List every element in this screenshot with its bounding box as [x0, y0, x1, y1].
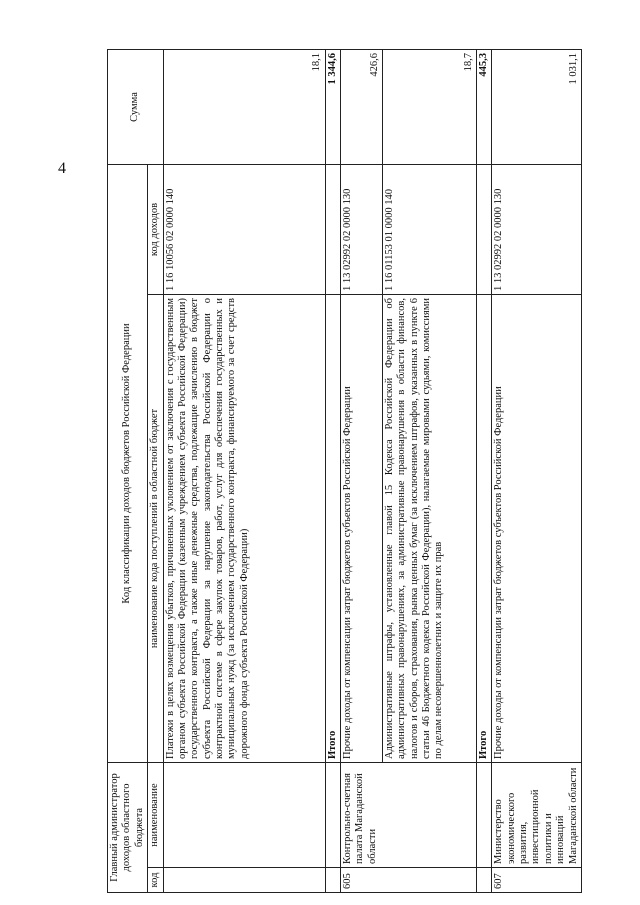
- header-admin-name: наименование: [148, 763, 163, 868]
- admin-name-cell: [476, 763, 491, 868]
- table-row: [340, 49, 382, 892]
- sum-cell: 18,1: [163, 49, 325, 164]
- income-code-cell: 1 16 01153 01 0000 140: [382, 164, 476, 294]
- header-sum: Сумма: [108, 49, 164, 164]
- income-name-cell: Прочие доходы от компенсации затрат бюджетов субъектов Российской Федерации: [340, 295, 382, 763]
- total-sum: 1 344,6: [325, 49, 340, 164]
- admin-name-cell: [163, 763, 325, 868]
- sum-cell: 1 031,1: [492, 49, 582, 164]
- income-code-cell: 1 16 10056 02 0000 140: [163, 164, 325, 294]
- admin-code-cell: [325, 868, 340, 893]
- admin-name-cell: Контрольно-счетная палата Магаданской области: [340, 763, 382, 868]
- admin-code-cell: [382, 868, 476, 893]
- income-code-cell: 1 13 02992 02 0000 130: [492, 164, 582, 294]
- table-row: [492, 49, 582, 892]
- total-sum: 445,3: [476, 49, 491, 164]
- header-income-code: код доходов: [148, 164, 163, 294]
- income-name-cell: Административные штрафы, установленные главой 15 Кодекса Российской Федерации об административных правонарушениях, за административные правонарушения в области финансов, налогов и сборов, страхования, рынка ценных бумаг (за исключением штрафов, указанных в пункте 6 статьи 46 Бюджетного кодекса Российской Федерации), налагаемые мировыми судьями, комиссиями по делам несовершеннолетних и защите их прав: [382, 295, 476, 763]
- income-name-cell: Платежи в целях возмещения убытков, причиненных уклонением от заключения с государственным органом субъекта Российской Федерации (казенным учреждением субъекта Российской Федерации) государственного контракта, а также иные денежные средства, подлежащие зачислению в бюджет субъекта Российской Федерации за нарушение законодательства Российской Федерации о контрактной системе в сфере закупок товаров, работ, услуг для обеспечения государственных и муниципальных нужд (за исключением государственного контракта, финансируемого за счет средств дорожного фонда субъекта Российской Федерации): [163, 295, 325, 763]
- total-label: Итого: [476, 295, 491, 763]
- admin-code-cell: 607: [492, 868, 582, 893]
- admin-code-cell: [163, 868, 325, 893]
- total-row: [325, 49, 340, 892]
- total-row: [476, 49, 491, 892]
- income-code-cell: [476, 164, 491, 294]
- admin-code-cell: [476, 868, 491, 893]
- page-number: 4: [58, 160, 66, 177]
- table-row: [382, 49, 476, 892]
- income-classification-table: [107, 49, 582, 893]
- admin-name-cell: Министерство экономического развития, инвестиционной политики и инноваций Магаданской области: [492, 763, 582, 868]
- header-admin-code: код: [148, 868, 163, 893]
- admin-code-cell: 605: [340, 868, 382, 893]
- income-name-cell: Прочие доходы от компенсации затрат бюджетов субъектов Российской Федерации: [492, 295, 582, 763]
- sum-cell: 426,6: [340, 49, 382, 164]
- header-classification-group: Код классификации доходов бюджетов Российской Федерации: [108, 164, 148, 762]
- income-code-cell: 1 13 02992 02 0000 130: [340, 164, 382, 294]
- header-income-name: наименование кода поступлений в областной бюджет: [148, 295, 163, 763]
- table-row: [163, 49, 325, 892]
- sum-cell: 18,7: [382, 49, 476, 164]
- header-admin-group: Главный администратор доходов областного бюджета: [108, 763, 148, 893]
- income-table-rotated: [107, 50, 579, 893]
- income-code-cell: [325, 164, 340, 294]
- admin-name-cell: [325, 763, 340, 868]
- admin-name-cell: [382, 763, 476, 868]
- total-label: Итого: [325, 295, 340, 763]
